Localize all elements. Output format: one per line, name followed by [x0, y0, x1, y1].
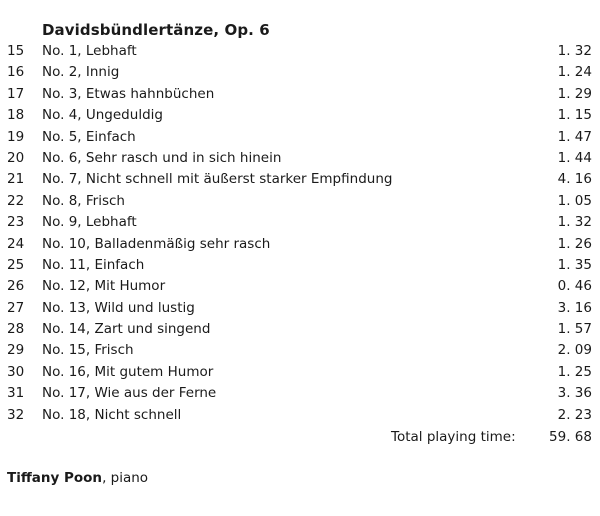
track-title: No. 4, Ungeduldig [42, 107, 163, 124]
track-number: 32 [7, 406, 25, 423]
track-row [0, 340, 600, 361]
track-title: No. 6, Sehr rasch und in sich hinein [42, 149, 282, 166]
track-title: No. 1, Lebhaft [42, 43, 137, 59]
track-title: No. 9, Lebhaft [42, 214, 137, 231]
track-number: 16 [7, 64, 25, 81]
performer-role: , piano [102, 470, 149, 486]
track-duration: 1. 05 [557, 192, 592, 209]
track-title: No. 13, Wild und lustig [42, 299, 195, 316]
track-row [0, 84, 600, 105]
track-title: No. 12, Mit Humor [42, 278, 166, 295]
track-number: 26 [7, 278, 25, 295]
track-title: No. 3, Etwas hahnbüchen [42, 85, 215, 102]
track-number: 25 [7, 256, 25, 273]
track-number: 27 [7, 299, 25, 316]
track-row [0, 191, 600, 212]
track-duration: 2. 09 [557, 342, 592, 359]
track-duration: 3. 16 [557, 299, 592, 316]
track-row [0, 212, 600, 233]
track-row [0, 62, 600, 83]
track-number: 28 [7, 321, 25, 338]
track-number: 22 [7, 192, 25, 209]
track-duration: 2. 23 [557, 406, 592, 423]
track-duration: 1. 26 [557, 235, 592, 252]
track-number: 18 [7, 107, 25, 124]
track-duration: 1. 35 [557, 256, 592, 273]
track-list [0, 41, 600, 426]
track-number: 24 [7, 235, 25, 252]
track-duration: 1. 47 [557, 128, 592, 145]
track-title: No. 15, Frisch [42, 342, 134, 359]
track-row [0, 362, 600, 383]
track-row [0, 169, 600, 190]
performer-name: Tiffany Poon [7, 470, 103, 486]
track-number: 23 [7, 214, 25, 231]
track-title: No. 8, Frisch [42, 192, 125, 209]
track-title: No. 7, Nicht schnell mit äußerst starker Empfindung [42, 171, 393, 188]
track-row [0, 148, 600, 169]
track-row [0, 127, 600, 148]
work-title: Davidsbündlertänze, Op. 6 [42, 21, 270, 39]
track-duration: 1. 15 [557, 107, 592, 124]
track-number: 19 [7, 128, 25, 145]
track-row [0, 298, 600, 319]
track-row [0, 319, 600, 340]
total-playing-time-row [0, 427, 600, 448]
track-title: No. 18, Nicht schnell [42, 406, 182, 423]
total-playing-time-label: Total playing time: [391, 429, 516, 445]
track-title: No. 5, Einfach [42, 128, 136, 145]
track-duration: 1. 44 [557, 149, 592, 166]
track-duration: 1. 57 [557, 321, 592, 338]
track-duration: 1. 25 [557, 363, 592, 380]
total-playing-time-value: 59. 68 [549, 429, 592, 445]
track-title: No. 2, Innig [42, 64, 120, 81]
track-number: 17 [7, 85, 25, 102]
track-duration: 1. 32 [557, 214, 592, 231]
track-title: No. 16, Mit gutem Humor [42, 363, 214, 380]
track-row [0, 234, 600, 255]
track-duration: 3. 36 [557, 385, 592, 402]
track-row [0, 41, 600, 62]
track-title: No. 17, Wie aus der Ferne [42, 385, 217, 402]
track-row [0, 105, 600, 126]
track-row [0, 255, 600, 276]
track-number: 30 [7, 363, 25, 380]
performer-credit [7, 470, 148, 486]
track-number: 21 [7, 171, 25, 188]
track-row [0, 405, 600, 426]
track-title: No. 14, Zart und singend [42, 321, 211, 338]
track-duration: 0. 46 [557, 278, 592, 295]
track-duration: 4. 16 [557, 171, 592, 188]
track-number: 20 [7, 149, 25, 166]
track-duration: 1. 24 [557, 64, 592, 81]
track-number: 29 [7, 342, 25, 359]
track-duration: 1. 29 [557, 85, 592, 102]
track-row [0, 383, 600, 404]
track-number: 15 [7, 43, 25, 59]
track-number: 31 [7, 385, 25, 402]
track-title: No. 10, Balladenmäßig sehr rasch [42, 235, 271, 252]
track-row [0, 276, 600, 297]
track-title: No. 11, Einfach [42, 256, 145, 273]
track-duration: 1. 32 [557, 43, 592, 59]
